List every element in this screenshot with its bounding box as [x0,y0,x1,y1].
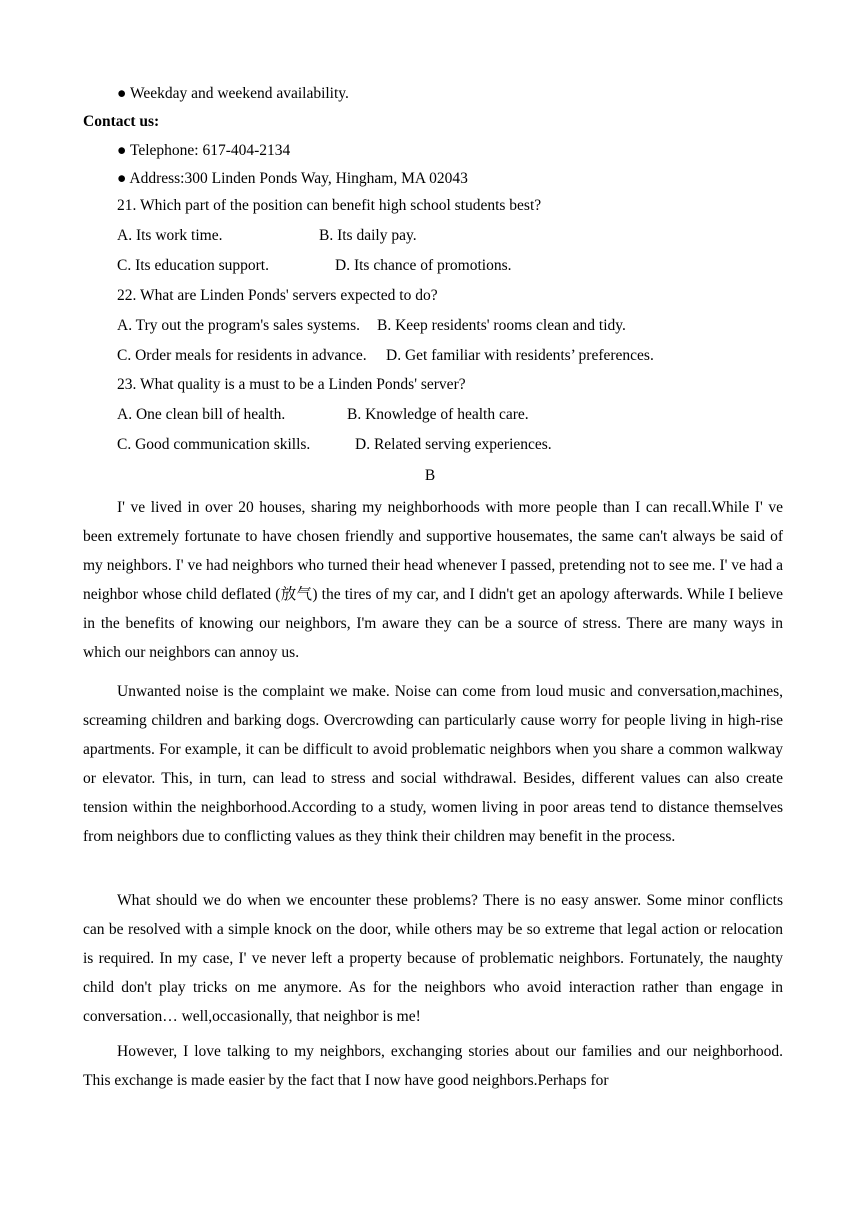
section-letter: B [424,467,436,484]
question-21-stem: 21. Which part of the position can benefit high school students best? [117,197,542,214]
question-21-option-b: B. Its daily pay. [319,227,417,244]
question-22-option-b: B. Keep residents' rooms clean and tidy. [377,317,626,334]
address-bullet: ● Address:300 Linden Ponds Way, Hingham, MA 02043 [117,170,468,187]
availability-bullet: ● Weekday and weekend availability. [117,85,349,102]
passage-paragraph-2: Unwanted noise is the complaint we make. Noise can come from loud music and conversation,machines, screaming children and barking dogs. Overcrowding can particularly cause worry for people living in high-rise apartments. For example, it can be difficult to avoid problematic neighbors when you share a common walkway or elevator. This, in turn, can lead to stress and social withdrawal. Besides, different values can also create tension within the neighborhood.According to a study, women living in poor areas tend to distance themselves from neighbors due to conflicting values as they think their children may benefit in the process. [83,683,783,845]
question-22-option-c: C. Order meals for residents in advance. [117,347,367,364]
question-23-option-a: A. One clean bill of health. [117,406,286,423]
question-23-option-d: D. Related serving experiences. [355,436,552,453]
question-22-stem: 22. What are Linden Ponds' servers expected to do? [117,287,438,304]
question-23-option-c: C. Good communication skills. [117,436,311,453]
contact-heading: Contact us: [83,113,160,130]
question-23-option-b: B. Knowledge of health care. [347,406,529,423]
question-22-option-a: A. Try out the program's sales systems. [117,317,361,334]
telephone-bullet: ● Telephone: 617-404-2134 [117,142,291,159]
question-23-stem: 23. What quality is a must to be a Linden Ponds' server? [117,376,466,393]
passage-paragraph-3: What should we do when we encounter these problems? There is no easy answer. Some minor conflicts can be resolved with a simple knock on the door, while others may be so extreme that legal action or relocation is required. In my case, I' ve never left a property because of problematic neighbors. Fortunately, the naughty child don't play tricks on me anymore. As for the neighbors who avoid interaction rather than engage in conversation… well,occasionally, that neighbor is me! [83,892,783,1025]
passage-paragraph-4: However, I love talking to my neighbors, exchanging stories about our families and our neighborhood. This exchange is made easier by the fact that I now have good neighbors.Perhaps for [83,1043,783,1089]
passage-paragraph-1: I' ve lived in over 20 houses, sharing my neighborhoods with more people than I can recall.While I' ve been extremely fortunate to have chosen friendly and supportive housemates, the same can't always be said of my neighbors. I' ve had neighbors who turned their head whenever I passed, pretending not to see me. I' ve had a neighbor whose child deflated (放气) the tires of my car, and I didn't get an apology afterwards. While I believe in the benefits of knowing our neighbors, I'm aware they can be a source of stress. There are many ways in which our neighbors can annoy us. [83,499,783,661]
question-21-option-d: D. Its chance of promotions. [335,257,512,274]
question-21-option-a: A. Its work time. [117,227,223,244]
question-22-option-d: D. Get familiar with residents’ preferences. [386,347,654,364]
question-21-option-c: C. Its education support. [117,257,269,274]
